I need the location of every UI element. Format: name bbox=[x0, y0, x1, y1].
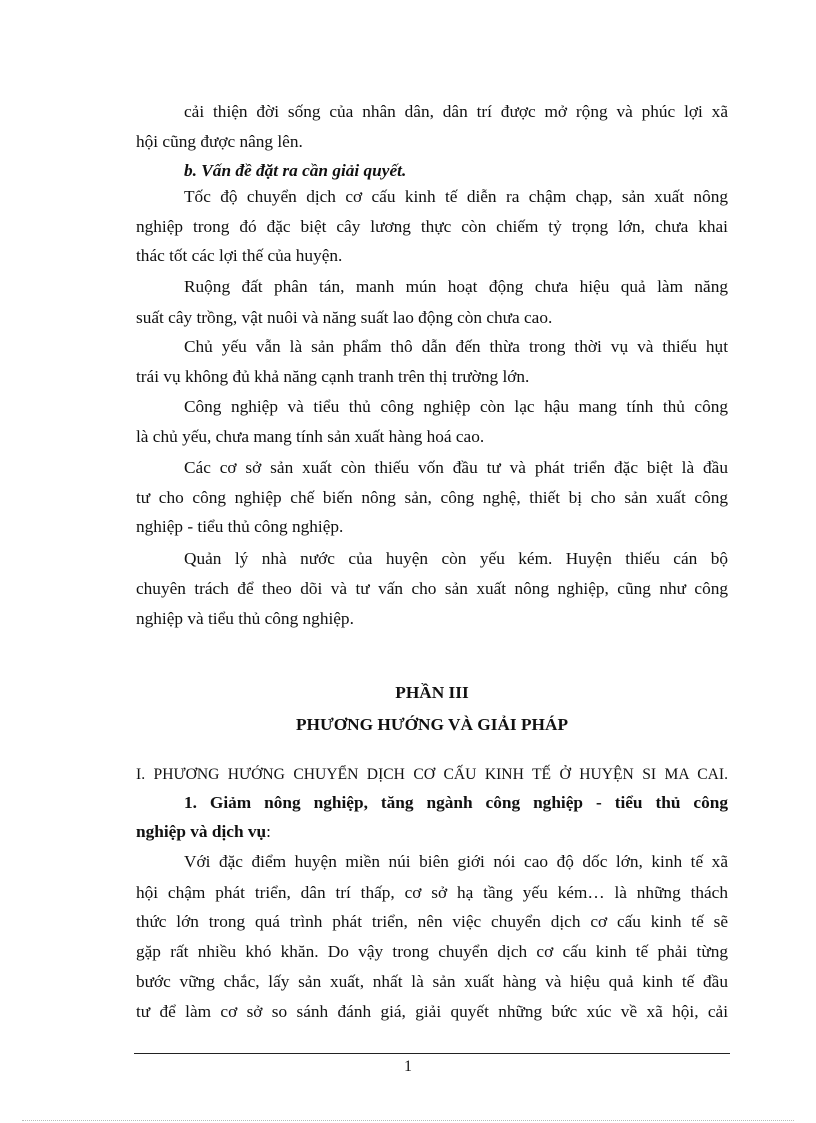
part-heading: PHẦN III bbox=[395, 683, 469, 702]
body-line: Các cơ sở sản xuất còn thiếu vốn đầu tư và phát triển đặc biệt là đầu bbox=[184, 458, 728, 477]
body-line: thức lớn trong quá trình phát triển, nên việc chuyển dịch cơ cấu kinh tế sẽ bbox=[136, 912, 728, 931]
body-line: chuyên trách để theo dõi và tư vấn cho sản xuất nông nghiệp, cũng như công bbox=[136, 579, 728, 598]
part-title: PHƯƠNG HƯỚNG VÀ GIẢI PHÁP bbox=[295, 715, 568, 734]
page-bottom-border bbox=[22, 1120, 794, 1121]
subsection-heading-text: nghiệp và dịch vụ bbox=[136, 822, 267, 841]
body-line: cải thiện đời sống của nhân dân, dân trí được mở rộng và phúc lợi xã bbox=[184, 102, 728, 121]
body-line: bước vững chắc, lấy sản xuất, nhất là sản xuất hàng và hiệu quả kinh tế đầu bbox=[136, 972, 728, 991]
body-line: Ruộng đất phân tán, manh mún hoạt động chưa hiệu quả làm năng bbox=[184, 277, 728, 296]
section-heading-i: I. PHƯƠNG HƯỚNG CHUYỂN DỊCH CƠ CẤU KINH TẾ Ở HUYỆN SI MA CAI. bbox=[136, 766, 728, 783]
body-line: hội cũng được nâng lên. bbox=[136, 132, 303, 151]
body-line: Với đặc điểm huyện miền núi biên giới nói cao độ dốc lớn, kinh tế xã bbox=[184, 852, 728, 871]
body-line: gặp rất nhiều khó khăn. Do vậy trong chuyển dịch cơ cấu kinh tế phải từng bbox=[136, 942, 728, 961]
body-line: thác tốt các lợi thế của huyện. bbox=[136, 246, 343, 265]
body-line: nghiệp và tiểu thủ công nghiệp. bbox=[136, 609, 354, 628]
body-line: Tốc độ chuyển dịch cơ cấu kinh tế diễn ra chậm chạp, sản xuất nông bbox=[184, 187, 728, 206]
body-line: tư cho công nghiệp chế biến nông sản, công nghệ, thiết bị cho sản xuất công bbox=[136, 488, 728, 507]
subsection-heading-cont bbox=[136, 817, 271, 847]
page-number: 1 bbox=[404, 1058, 412, 1075]
heading-colon: : bbox=[266, 822, 271, 841]
body-line: trái vụ không đủ khả năng cạnh tranh trên thị trường lớn. bbox=[136, 367, 530, 386]
body-line: Công nghiệp và tiểu thủ công nghiệp còn lạc hậu mang tính thủ công bbox=[184, 397, 728, 416]
body-line: tư để làm cơ sở so sánh đánh giá, giải quyết những bức xúc về xã hội, cải bbox=[136, 1002, 728, 1021]
body-line: Chủ yếu vẫn là sản phẩm thô dẫn đến thừa trong thời vụ và thiếu hụt bbox=[184, 337, 728, 356]
body-line: là chủ yếu, chưa mang tính sản xuất hàng hoá cao. bbox=[136, 427, 485, 446]
subsection-heading: 1. Giảm nông nghiệp, tăng ngành công nghiệp - tiểu thủ công bbox=[184, 793, 728, 812]
body-line: Quản lý nhà nước của huyện còn yếu kém. Huyện thiếu cán bộ bbox=[184, 549, 728, 568]
body-line: hội chậm phát triển, dân trí thấp, cơ sở hạ tầng yếu kém… là những thách bbox=[136, 883, 728, 902]
body-line: suất cây trồng, vật nuôi và năng suất lao động còn chưa cao. bbox=[136, 308, 553, 327]
section-heading-b: b. Vấn đề đặt ra cần giải quyết. bbox=[184, 161, 407, 180]
body-line: nghiệp - tiểu thủ công nghiệp. bbox=[136, 517, 344, 536]
body-line: nghiệp trong đó đặc biệt cây lương thực còn chiếm tỷ trọng lớn, chưa khai bbox=[136, 217, 728, 236]
footer-rule bbox=[134, 1053, 730, 1054]
